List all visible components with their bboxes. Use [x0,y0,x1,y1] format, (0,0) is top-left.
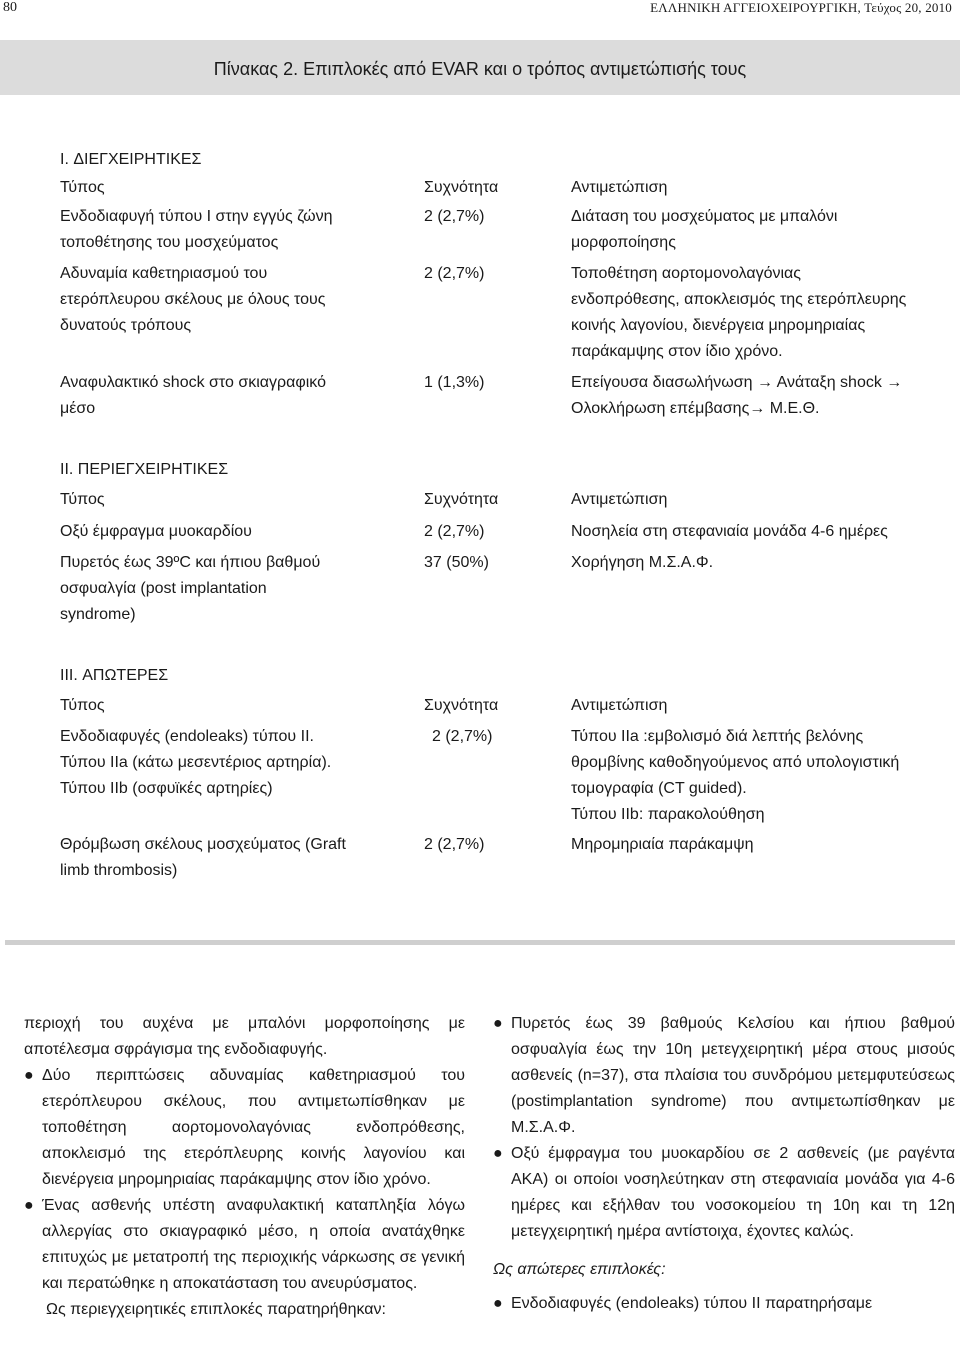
cell-treatment: Μηρομηριαία παράκαμψη [571,836,754,853]
col-header-type: Τύπος [60,491,105,508]
bullet-text: Ένας ασθενής υπέστη αναφυλακτική καταπληξία λόγω αλλεργίας στο σκιαγραφικό μέσο, η οποία ανατάχθηκε επιτυχώς με μετατροπή της περιοχικής νάρκωσης σε γενική και περατώθηκε η αποκατάσταση του ανευρύσματος. [42,1197,465,1292]
complications-table [0,95,960,900]
bullet-icon: ● [493,1145,503,1162]
cell-treatment: Ολοκλήρωση επέμβασης→ Μ.Ε.Θ. [571,400,820,417]
col-header-treatment: Αντιμετώπιση [571,697,668,714]
cell-type: Ενδοδιαφυγή τύπου I στην εγγύς ζώνη [60,208,333,225]
cell-type: Θρόμβωση σκέλους μοσχεύματος (Graft [60,836,346,853]
cell-type: τοποθέτησης του μοσχεύματος [60,234,279,251]
cell-treatment: Τοποθέτηση αορτομονολαγόνιας [571,265,802,282]
section-divider [5,940,955,945]
cell-frequency: 2 (2,7%) [424,208,485,225]
cell-type: Πυρετός έως 39ºC και ήπιου βαθμού [60,554,321,571]
cell-frequency: 2 (2,7%) [424,836,485,853]
cell-treatment: μορφοποίησης [571,234,676,251]
cell-type: οσφυαλγία (post implantation [60,580,267,597]
cell-type: δυνατούς τρόπους [60,317,192,334]
cell-treatment: Νοσηλεία στη στεφανιαία μονάδα 4-6 ημέρες [571,523,888,540]
cell-type: Τύπου IIb (οσφυϊκές αρτηρίες) [60,780,273,797]
cell-frequency: 2 (2,7%) [424,523,485,540]
cell-type: Οξύ έμφραγμα μυοκαρδίου [60,523,252,540]
cell-treatment: κοινής λαγονίου, διενέργεια μηρομηριαίας [571,317,866,334]
cell-type: ετερόπλευρου σκέλους με όλους τους [60,291,326,308]
section-heading: II. ΠΕΡΙΕΓΧΕΙΡΗΤΙΚΕΣ [60,461,229,478]
col-header-treatment: Αντιμετώπιση [571,179,668,196]
cell-type: syndrome) [60,606,136,623]
subheading: Ως απώτερες επιπλοκές: [493,1261,666,1278]
section-heading: I. ΔΙΕΓΧΕΙΡΗΤΙΚΕΣ [60,151,202,168]
cell-treatment: τομογραφία (CT guided). [571,780,747,797]
cell-treatment: Επείγουσα διασωλήνωση → Ανάταξη shock → [571,374,903,391]
cell-treatment: ενδοπρόθεσης, αποκλεισμός της ετερόπλευρης [571,291,907,308]
bullet-text: Πυρετός έως 39 βαθμούς Κελσίου και ήπιου βαθμού οσφυαλγία έως την 10η μετεγχειρητική μέρα στους μισούς ασθενείς (n=37), στα πλαίσια του συνδρόμου μετεμφυτεύσεως (postimplantation syndrome) που αντιμετωπίσθηκαν με Μ.Σ.Α.Φ. [511,1015,955,1136]
cell-frequency: 1 (1,3%) [424,374,485,391]
cell-treatment: Τύπου IIa :εμβολισμό διά λεπτής βελόνης [571,728,864,745]
bullet-icon: ● [493,1015,503,1032]
bullet-item [493,1011,955,1141]
body-left-column [24,1011,465,1323]
bullet-text: Οξύ έμφραγμα του μυοκαρδίου σε 2 ασθενείς (με ραγέντα ΑΚΑ) οι οποίοι νοσηλεύτηκαν στη στεφανιαία μονάδα για 4-6 ημέρες και εξήλθαν του νοσοκομείου τη 10η και τη 12η μετεγχειρητική ημέρα αντίστοιχα, έχοντες καλώς. [511,1145,955,1240]
bullet-item [24,1193,465,1297]
cell-type: Ενδοδιαφυγές (endoleaks) τύπου II. [60,728,314,745]
col-header-type: Τύπος [60,697,105,714]
bullet-item [24,1063,465,1193]
section-heading: III. ΑΠΩΤΕΡΕΣ [60,667,169,684]
cell-frequency: 37 (50%) [424,554,489,571]
cell-type: Αδυναμία καθετηριασμού του [60,265,268,282]
bullet-icon: ● [493,1295,503,1312]
cell-treatment: Διάταση του μοσχεύματος με μπαλόνι [571,208,838,225]
col-header-frequency: Συχνότητα [424,491,499,508]
body-right-column [493,1011,955,1317]
table-title: Πίνακας 2. Επιπλοκές από EVAR και ο τρόπος αντιμετώπισής τους [0,40,960,95]
bullet-icon: ● [24,1197,34,1214]
col-header-frequency: Συχνότητα [424,697,499,714]
bullet-text: Ενδοδιαφυγές (endoleaks) τύπου II παρατηρήσαμε [511,1295,873,1312]
cell-type: Τύπου IIa (κάτω μεσεντέριος αρτηρία). [60,754,332,771]
cell-treatment: Χορήγηση Μ.Σ.Α.Φ. [571,554,714,571]
cell-frequency: 2 (2,7%) [432,728,493,745]
cell-frequency: 2 (2,7%) [424,265,485,282]
col-header-treatment: Αντιμετώπιση [571,491,668,508]
paragraph: περιοχή του αυχένα με μπαλόνι μορφοποίησης με αποτέλεσμα σφράγισμα της ενδοδιαφυγής. [24,1015,465,1058]
col-header-frequency: Συχνότητα [424,179,499,196]
cell-type: Αναφυλακτικό shock στο σκιαγραφικό [60,374,327,391]
journal-header: ΕΛΛΗΝΙΚΗ ΑΓΓΕΙΟΧΕΙΡΟΥΡΓΙΚΗ, Τεύχος 20, 2010 [650,0,952,15]
cell-type: limb thrombosis) [60,862,178,879]
bullet-item [493,1291,955,1317]
bullet-item [493,1141,955,1245]
bullet-text: Δύο περιπτώσεις αδυναμίας καθετηριασμού του ετερόπλευρου σκέλους, που αντιμετωπίσθηκαν με τοποθέτηση αορτομονολαγόνιας ενδοπρόθεσης, αποκλεισμό της ετερόπλευρης κοινής λαγονίου και διενέργεια μηρομηριαίας παράκαμψης στον ίδιο χρόνο. [42,1067,465,1188]
cell-treatment: Τύπου IIb: παρακολούθηση [571,806,765,823]
paragraph: Ως περιεγχειρητικές επιπλοκές παρατηρήθηκαν: [46,1301,386,1318]
cell-treatment: θρομβίνης καθοδηγούμενος από υπολογιστική [571,754,900,771]
cell-type: μέσο [60,400,96,417]
col-header-type: Τύπος [60,179,105,196]
cell-treatment: παράκαμψης στον ίδιο χρόνο. [571,343,783,360]
page-number: 80 [3,0,17,15]
bullet-icon: ● [24,1067,34,1084]
